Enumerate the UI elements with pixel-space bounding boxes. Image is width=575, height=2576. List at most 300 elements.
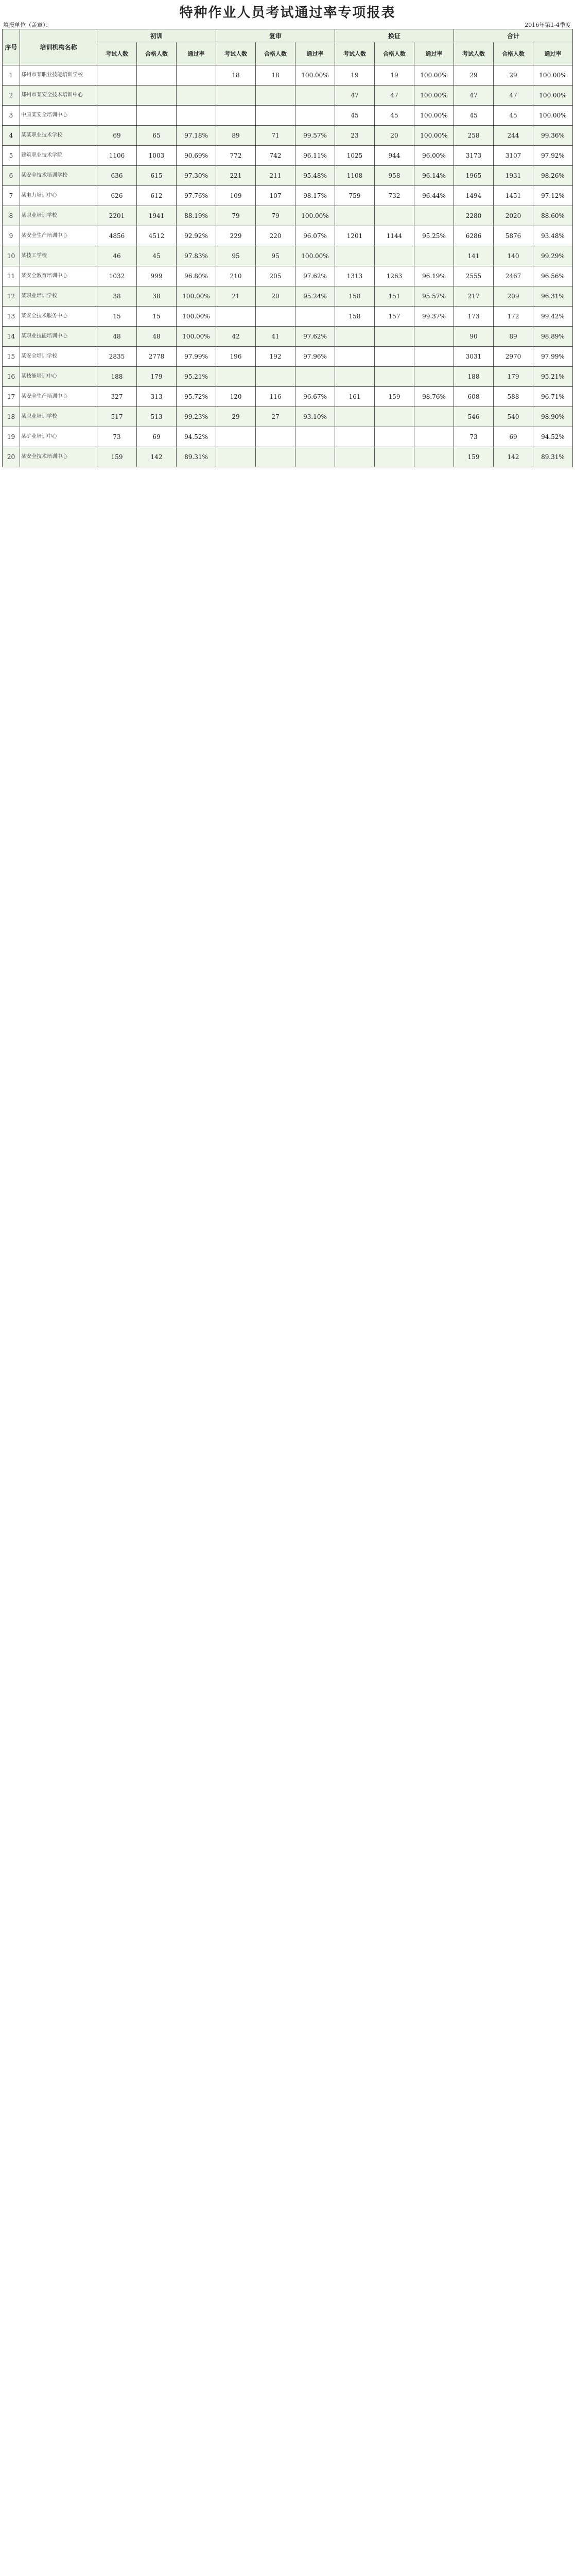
value-cell: 21 — [216, 286, 256, 307]
org-cell: 某职业培训学校 — [20, 206, 97, 226]
org-cell: 中原某安全培训中心 — [20, 106, 97, 126]
value-cell: 96.56% — [533, 266, 573, 286]
sub-header: 合格人数 — [137, 42, 177, 65]
value-cell: 100.00% — [295, 206, 335, 226]
value-cell: 47 — [494, 86, 533, 106]
value-cell: 96.44% — [414, 186, 454, 206]
value-cell: 196 — [216, 347, 256, 367]
org-cell: 某安全技术服务中心 — [20, 307, 97, 327]
value-cell: 732 — [375, 186, 414, 206]
value-cell — [375, 407, 414, 427]
value-cell: 517 — [97, 407, 137, 427]
value-cell: 94.52% — [177, 427, 216, 447]
value-cell: 96.19% — [414, 266, 454, 286]
value-cell: 210 — [216, 266, 256, 286]
value-cell: 42 — [216, 327, 256, 347]
value-cell: 97.30% — [177, 166, 216, 186]
value-cell — [335, 367, 375, 387]
value-cell: 93.48% — [533, 226, 573, 246]
value-cell: 2970 — [494, 347, 533, 367]
value-cell: 94.52% — [533, 427, 573, 447]
value-cell: 46 — [97, 246, 137, 266]
sub-header: 合格人数 — [494, 42, 533, 65]
value-cell — [137, 86, 177, 106]
value-cell — [177, 86, 216, 106]
value-cell: 90.69% — [177, 146, 216, 166]
sub-header: 考试人数 — [97, 42, 137, 65]
seq-cell: 15 — [3, 347, 20, 367]
value-cell — [335, 447, 375, 467]
value-cell — [137, 106, 177, 126]
org-cell: 某某职业技术学校 — [20, 126, 97, 146]
value-cell: 18 — [256, 65, 295, 86]
value-cell: 513 — [137, 407, 177, 427]
value-cell: 93.10% — [295, 407, 335, 427]
value-cell: 92.92% — [177, 226, 216, 246]
value-cell: 69 — [494, 427, 533, 447]
value-cell: 608 — [454, 387, 494, 407]
value-cell: 96.14% — [414, 166, 454, 186]
value-cell — [375, 246, 414, 266]
table-row — [3, 166, 573, 186]
value-cell: 99.36% — [533, 126, 573, 146]
value-cell: 45 — [335, 106, 375, 126]
table-row — [3, 447, 573, 467]
value-cell: 2201 — [97, 206, 137, 226]
org-cell: 郑州市某安全技术培训中心 — [20, 86, 97, 106]
value-cell: 18 — [216, 65, 256, 86]
value-cell: 45 — [137, 246, 177, 266]
value-cell: 4512 — [137, 226, 177, 246]
value-cell: 3031 — [454, 347, 494, 367]
value-cell: 99.37% — [414, 307, 454, 327]
value-cell — [414, 246, 454, 266]
value-cell: 95.24% — [295, 286, 335, 307]
value-cell: 89 — [216, 126, 256, 146]
value-cell: 158 — [335, 286, 375, 307]
value-cell: 97.18% — [177, 126, 216, 146]
value-cell: 1108 — [335, 166, 375, 186]
value-cell: 2555 — [454, 266, 494, 286]
value-cell: 96.80% — [177, 266, 216, 286]
value-cell: 73 — [97, 427, 137, 447]
value-cell: 97.12% — [533, 186, 573, 206]
value-cell: 27 — [256, 407, 295, 427]
value-cell: 172 — [494, 307, 533, 327]
sub-header: 通过率 — [177, 42, 216, 65]
value-cell: 29 — [494, 65, 533, 86]
value-cell: 45 — [454, 106, 494, 126]
value-cell: 38 — [137, 286, 177, 307]
seq-cell: 16 — [3, 367, 20, 387]
value-cell — [414, 407, 454, 427]
value-cell: 313 — [137, 387, 177, 407]
value-cell: 99.23% — [177, 407, 216, 427]
value-cell: 120 — [216, 387, 256, 407]
value-cell: 141 — [454, 246, 494, 266]
seq-cell: 13 — [3, 307, 20, 327]
group-header-chu: 初训 — [97, 29, 216, 42]
value-cell: 759 — [335, 186, 375, 206]
value-cell: 89 — [494, 327, 533, 347]
value-cell — [216, 447, 256, 467]
value-cell: 944 — [375, 146, 414, 166]
org-cell: 某电力培训中心 — [20, 186, 97, 206]
group-header-fu: 复审 — [216, 29, 335, 42]
table-row — [3, 427, 573, 447]
value-cell — [414, 327, 454, 347]
seq-cell: 17 — [3, 387, 20, 407]
value-cell: 221 — [216, 166, 256, 186]
seq-header: 序号 — [3, 29, 20, 65]
value-cell: 47 — [375, 86, 414, 106]
seq-cell: 12 — [3, 286, 20, 307]
org-cell: 某职业培训学校 — [20, 286, 97, 307]
value-cell — [414, 367, 454, 387]
value-cell — [414, 206, 454, 226]
value-cell: 47 — [454, 86, 494, 106]
value-cell: 89.31% — [533, 447, 573, 467]
value-cell — [375, 327, 414, 347]
group-header-huan: 换证 — [335, 29, 454, 42]
value-cell: 179 — [494, 367, 533, 387]
value-cell: 95.25% — [414, 226, 454, 246]
value-cell: 15 — [97, 307, 137, 327]
value-cell: 1494 — [454, 186, 494, 206]
value-cell: 99.42% — [533, 307, 573, 327]
table-row — [3, 266, 573, 286]
table-row — [3, 146, 573, 166]
date-label: 2016年第1-4季度 — [525, 22, 571, 28]
table-row — [3, 307, 573, 327]
seq-cell: 6 — [3, 166, 20, 186]
value-cell: 3107 — [494, 146, 533, 166]
value-cell: 958 — [375, 166, 414, 186]
value-cell — [137, 65, 177, 86]
value-cell: 1451 — [494, 186, 533, 206]
value-cell — [414, 427, 454, 447]
value-cell: 100.00% — [533, 86, 573, 106]
seq-cell: 20 — [3, 447, 20, 467]
table-row — [3, 65, 573, 86]
value-cell: 159 — [375, 387, 414, 407]
value-cell — [335, 427, 375, 447]
value-cell: 96.31% — [533, 286, 573, 307]
value-cell: 97.62% — [295, 327, 335, 347]
value-cell — [414, 447, 454, 467]
value-cell: 98.90% — [533, 407, 573, 427]
value-cell — [375, 447, 414, 467]
value-cell: 19 — [375, 65, 414, 86]
value-cell — [256, 307, 295, 327]
value-cell: 157 — [375, 307, 414, 327]
table-row — [3, 206, 573, 226]
value-cell: 100.00% — [533, 65, 573, 86]
value-cell: 636 — [97, 166, 137, 186]
group-header-he: 合计 — [454, 29, 573, 42]
value-cell: 29 — [216, 407, 256, 427]
value-cell: 1025 — [335, 146, 375, 166]
value-cell: 1106 — [97, 146, 137, 166]
table-row — [3, 387, 573, 407]
value-cell: 41 — [256, 327, 295, 347]
sub-header: 考试人数 — [454, 42, 494, 65]
value-cell: 100.00% — [177, 307, 216, 327]
sub-header: 通过率 — [295, 42, 335, 65]
table-row — [3, 327, 573, 347]
page-title: 特种作业人员考试通过率专项报表 — [179, 5, 396, 21]
value-cell: 100.00% — [533, 106, 573, 126]
value-cell: 71 — [256, 126, 295, 146]
table-row — [3, 186, 573, 206]
value-cell: 100.00% — [414, 86, 454, 106]
value-cell — [177, 106, 216, 126]
value-cell: 142 — [137, 447, 177, 467]
value-cell: 2020 — [494, 206, 533, 226]
value-cell: 29 — [454, 65, 494, 86]
report-table — [2, 29, 573, 467]
value-cell: 95.21% — [533, 367, 573, 387]
seq-cell: 10 — [3, 246, 20, 266]
value-cell: 4856 — [97, 226, 137, 246]
org-cell: 郑州市某职业技能培训学校 — [20, 65, 97, 86]
value-cell — [375, 367, 414, 387]
value-cell: 244 — [494, 126, 533, 146]
value-cell: 95 — [256, 246, 295, 266]
value-cell: 179 — [137, 367, 177, 387]
value-cell: 1931 — [494, 166, 533, 186]
sub-header: 合格人数 — [256, 42, 295, 65]
value-cell: 88.60% — [533, 206, 573, 226]
value-cell: 38 — [97, 286, 137, 307]
value-cell: 626 — [97, 186, 137, 206]
value-cell: 23 — [335, 126, 375, 146]
value-cell: 3173 — [454, 146, 494, 166]
seq-cell: 4 — [3, 126, 20, 146]
value-cell: 205 — [256, 266, 295, 286]
value-cell: 48 — [97, 327, 137, 347]
org-cell: 某安全教育培训中心 — [20, 266, 97, 286]
seq-cell: 18 — [3, 407, 20, 427]
value-cell — [256, 447, 295, 467]
value-cell: 2778 — [137, 347, 177, 367]
value-cell: 45 — [494, 106, 533, 126]
value-cell: 95 — [216, 246, 256, 266]
value-cell: 47 — [335, 86, 375, 106]
table-row — [3, 407, 573, 427]
value-cell: 98.89% — [533, 327, 573, 347]
value-cell: 161 — [335, 387, 375, 407]
value-cell: 99.29% — [533, 246, 573, 266]
value-cell: 2467 — [494, 266, 533, 286]
table-row — [3, 226, 573, 246]
value-cell: 69 — [137, 427, 177, 447]
value-cell: 140 — [494, 246, 533, 266]
value-cell — [97, 65, 137, 86]
org-header: 培训机构名称 — [20, 29, 97, 65]
value-cell: 96.11% — [295, 146, 335, 166]
value-cell: 1965 — [454, 166, 494, 186]
value-cell: 45 — [375, 106, 414, 126]
sub-header: 考试人数 — [335, 42, 375, 65]
table-row — [3, 347, 573, 367]
table-row — [3, 286, 573, 307]
org-cell: 某职业培训学校 — [20, 407, 97, 427]
value-cell: 96.07% — [295, 226, 335, 246]
value-cell: 1263 — [375, 266, 414, 286]
value-cell: 159 — [97, 447, 137, 467]
value-cell: 229 — [216, 226, 256, 246]
seq-cell: 3 — [3, 106, 20, 126]
value-cell: 79 — [256, 206, 295, 226]
table-body — [3, 65, 573, 467]
value-cell: 97.99% — [177, 347, 216, 367]
value-cell: 100.00% — [414, 126, 454, 146]
value-cell: 100.00% — [295, 246, 335, 266]
org-cell: 某安全技术培训学校 — [20, 166, 97, 186]
value-cell: 151 — [375, 286, 414, 307]
value-cell — [295, 447, 335, 467]
value-cell: 6286 — [454, 226, 494, 246]
value-cell: 100.00% — [177, 286, 216, 307]
value-cell: 65 — [137, 126, 177, 146]
value-cell — [256, 427, 295, 447]
value-cell: 188 — [454, 367, 494, 387]
value-cell: 97.92% — [533, 146, 573, 166]
org-cell: 某安全培训学校 — [20, 347, 97, 367]
value-cell — [375, 427, 414, 447]
seq-cell: 14 — [3, 327, 20, 347]
value-cell: 98.26% — [533, 166, 573, 186]
value-cell: 100.00% — [414, 106, 454, 126]
value-cell: 96.00% — [414, 146, 454, 166]
table-row — [3, 106, 573, 126]
value-cell: 220 — [256, 226, 295, 246]
value-cell: 540 — [494, 407, 533, 427]
value-cell: 999 — [137, 266, 177, 286]
value-cell — [216, 427, 256, 447]
value-cell — [216, 367, 256, 387]
value-cell: 1201 — [335, 226, 375, 246]
value-cell: 2835 — [97, 347, 137, 367]
value-cell: 15 — [137, 307, 177, 327]
value-cell: 90 — [454, 327, 494, 347]
value-cell — [295, 106, 335, 126]
sub-header: 考试人数 — [216, 42, 256, 65]
seq-cell: 1 — [3, 65, 20, 86]
value-cell: 209 — [494, 286, 533, 307]
value-cell: 546 — [454, 407, 494, 427]
value-cell — [216, 307, 256, 327]
value-cell — [97, 106, 137, 126]
seq-cell: 5 — [3, 146, 20, 166]
value-cell: 100.00% — [295, 65, 335, 86]
value-cell: 1032 — [97, 266, 137, 286]
value-cell: 100.00% — [414, 65, 454, 86]
value-cell: 19 — [335, 65, 375, 86]
value-cell: 2280 — [454, 206, 494, 226]
value-cell — [216, 106, 256, 126]
value-cell — [216, 86, 256, 106]
value-cell: 742 — [256, 146, 295, 166]
value-cell — [256, 367, 295, 387]
value-cell: 96.67% — [295, 387, 335, 407]
value-cell: 211 — [256, 166, 295, 186]
value-cell — [335, 206, 375, 226]
value-cell — [295, 86, 335, 106]
value-cell: 97.99% — [533, 347, 573, 367]
value-cell — [335, 246, 375, 266]
value-cell: 327 — [97, 387, 137, 407]
value-cell: 1313 — [335, 266, 375, 286]
table-row — [3, 367, 573, 387]
org-cell: 某矿业培训中心 — [20, 427, 97, 447]
value-cell: 1941 — [137, 206, 177, 226]
value-cell: 612 — [137, 186, 177, 206]
value-cell — [375, 347, 414, 367]
table-row — [3, 246, 573, 266]
value-cell: 20 — [256, 286, 295, 307]
value-cell — [177, 65, 216, 86]
value-cell: 95.48% — [295, 166, 335, 186]
value-cell: 95.57% — [414, 286, 454, 307]
table-row — [3, 86, 573, 106]
seq-cell: 19 — [3, 427, 20, 447]
value-cell — [295, 427, 335, 447]
value-cell: 100.00% — [177, 327, 216, 347]
value-cell: 258 — [454, 126, 494, 146]
seq-cell: 7 — [3, 186, 20, 206]
value-cell: 1003 — [137, 146, 177, 166]
value-cell — [335, 407, 375, 427]
value-cell — [256, 106, 295, 126]
unit-label: 填报单位（盖章）： — [3, 22, 51, 28]
sub-header: 合格人数 — [375, 42, 414, 65]
value-cell: 217 — [454, 286, 494, 307]
value-cell: 95.21% — [177, 367, 216, 387]
org-cell: 某职业技能培训中心 — [20, 327, 97, 347]
value-cell: 95.72% — [177, 387, 216, 407]
org-cell: 某技工学校 — [20, 246, 97, 266]
value-cell: 99.57% — [295, 126, 335, 146]
value-cell: 97.96% — [295, 347, 335, 367]
org-cell: 某安全技术培训中心 — [20, 447, 97, 467]
value-cell: 1144 — [375, 226, 414, 246]
org-cell: 某安全生产培训中心 — [20, 387, 97, 407]
value-cell: 192 — [256, 347, 295, 367]
value-cell: 615 — [137, 166, 177, 186]
table-row — [3, 126, 573, 146]
value-cell: 5876 — [494, 226, 533, 246]
value-cell: 96.71% — [533, 387, 573, 407]
seq-cell: 11 — [3, 266, 20, 286]
value-cell: 69 — [97, 126, 137, 146]
sub-header: 通过率 — [414, 42, 454, 65]
value-cell — [295, 307, 335, 327]
value-cell: 772 — [216, 146, 256, 166]
value-cell: 107 — [256, 186, 295, 206]
value-cell: 142 — [494, 447, 533, 467]
value-cell — [295, 367, 335, 387]
value-cell: 188 — [97, 367, 137, 387]
value-cell: 116 — [256, 387, 295, 407]
seq-cell: 8 — [3, 206, 20, 226]
value-cell: 97.83% — [177, 246, 216, 266]
value-cell: 48 — [137, 327, 177, 347]
value-cell: 588 — [494, 387, 533, 407]
value-cell: 98.17% — [295, 186, 335, 206]
value-cell — [375, 206, 414, 226]
